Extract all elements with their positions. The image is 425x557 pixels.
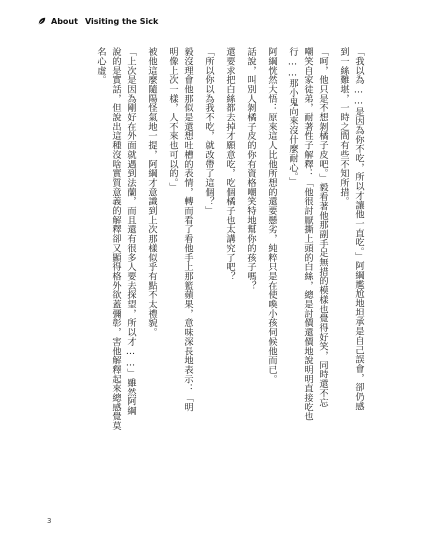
- text-column: 說的是實話，但說出這種沒啥實質意義的解釋卻又顯得格外欲蓋彌彰，害他解釋起來總感覺莫: [110, 47, 121, 431]
- text-column: 明像上次一樣，人不來也可以的。」: [167, 47, 178, 192]
- text-column: 「我以為……是因為你不吃，所以才讓他一直吃。」阿綱尷尬地坦承是自己誤會，卻仍感: [353, 47, 364, 411]
- text-column: 阿綱恍然大悟：原來這人比他所想的還要懸劣，純粹只是在使喚小孩伺候他而已。: [266, 47, 277, 384]
- text-column: 「所以你以為我不吃，就改帶了這個？」: [203, 47, 214, 216]
- text-column: 話說，叫別人剝橘子皮的你有資格嘲笑特地幫你的孩子嗎？: [245, 47, 256, 291]
- text-column: 嘲笑自家徒弟，耐著性子解釋：「他很討厭撕上頭的白絲，總是討價還價地說明明直接吃也: [302, 47, 313, 421]
- text-column: 行……那小鬼向來沒什麼耐心。」: [287, 47, 298, 187]
- body-text: [55, 47, 365, 527]
- section-header: [38, 13, 158, 29]
- text-column: 「上次是因為剛好在外面就遇到法蘭，而且還有很多人要去探望，所以才……」雖然阿綱: [125, 47, 136, 416]
- header-title: About: [51, 16, 78, 26]
- text-column: 毅沒理會他那似是還想吐槽的表情，轉而看了看他手上那籃蘋果，意味深長地表示：「明: [182, 47, 193, 412]
- text-column: 被他這麼隨陽怪氣地一提，阿綱才意識到上次那樣似乎有點不太禮貌。: [146, 47, 157, 337]
- text-column: 「呵，他只是不想剝橘子皮吧。」毅看著他那副手足無措的模樣也覺得好笑，同時還不忘: [317, 47, 328, 408]
- text-column: 還要求把白絲都去掉才願意吃，吃個橘子也太講究了吧？: [224, 47, 235, 281]
- leaf-icon: [38, 17, 46, 25]
- header-subtitle: Visiting the Sick: [84, 16, 159, 26]
- text-column: 到一絲難堪，一時之間有些不知所措。: [338, 47, 349, 206]
- text-column: 名心虛。: [95, 47, 106, 85]
- page-number: 3: [47, 517, 52, 525]
